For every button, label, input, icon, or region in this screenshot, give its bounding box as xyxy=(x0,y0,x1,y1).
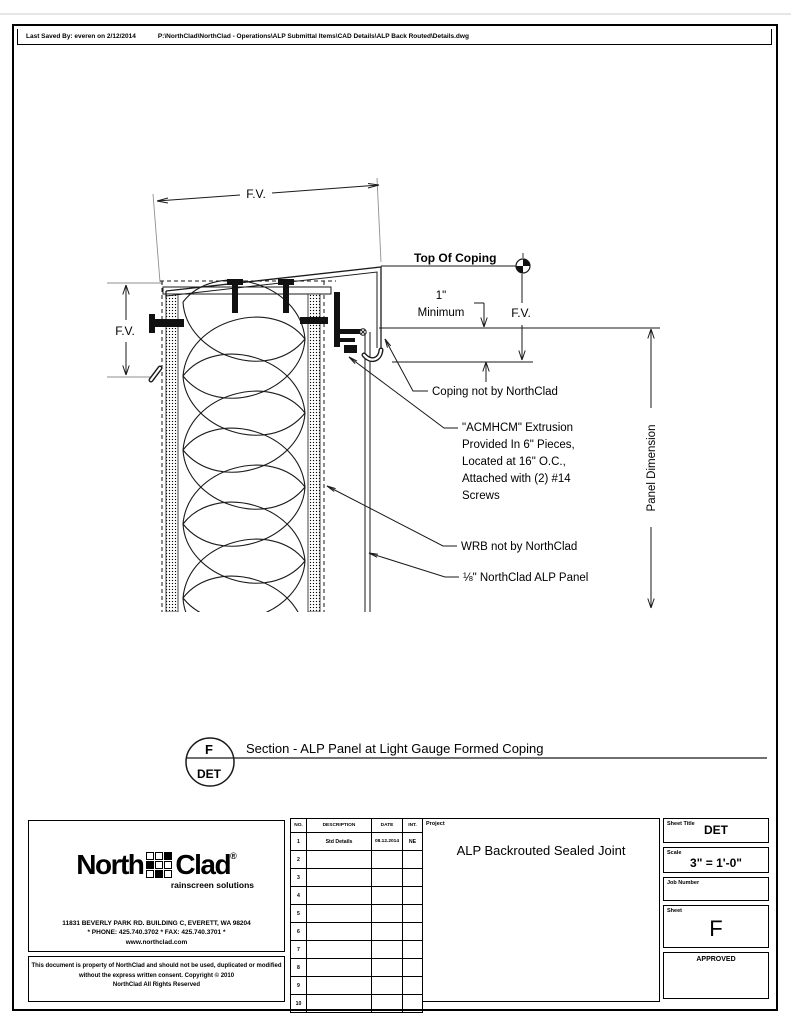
screw-head-icon xyxy=(360,329,366,335)
rev-date xyxy=(372,941,403,959)
rev-no: 1 xyxy=(291,833,307,851)
scale-value: 3" = 1'-0" xyxy=(690,856,742,870)
northclad-logo xyxy=(29,849,284,881)
rev-date xyxy=(372,923,403,941)
project-box xyxy=(422,818,660,1002)
rev-no: 10 xyxy=(291,995,307,1013)
rev-no: 8 xyxy=(291,959,307,977)
sheet-title-value: DET xyxy=(704,823,728,837)
alp-panel-lines xyxy=(365,332,370,612)
disclaimer-line: This document is property of NorthClad and should not be used, duplicated or modified xyxy=(31,963,282,969)
revision-row xyxy=(291,887,423,905)
sheet-box xyxy=(663,905,769,948)
company-address xyxy=(29,919,284,948)
rev-date xyxy=(372,977,403,995)
revision-row xyxy=(291,869,423,887)
rev-date xyxy=(372,887,403,905)
panel-dimension-label: Panel Dimension xyxy=(646,424,658,512)
revision-row xyxy=(291,905,423,923)
revision-row xyxy=(291,977,423,995)
revision-row xyxy=(291,959,423,977)
annotation-wrb: WRB not by NorthClad xyxy=(461,541,578,553)
min-dim-lines xyxy=(474,303,489,382)
disclaimer-line: NorthClad All Rights Reserved xyxy=(112,982,201,988)
datum-target-icon xyxy=(516,253,530,273)
rev-no: 3 xyxy=(291,869,307,887)
annotation-extrusion-line: "ACMHCM" Extrusion xyxy=(462,422,574,434)
address-line: www.northclad.com xyxy=(125,938,188,946)
revision-row xyxy=(291,995,423,1013)
rev-no: 5 xyxy=(291,905,307,923)
approved-box xyxy=(663,952,769,999)
disclaimer-box xyxy=(28,956,285,1002)
col-header-int: INT. xyxy=(403,819,423,833)
logo-box xyxy=(28,820,285,952)
logo-tagline: rainscreen solutions xyxy=(170,880,254,890)
job-number-box xyxy=(663,877,769,901)
extension-lines xyxy=(107,178,381,377)
min-dim-label-2: Minimum xyxy=(417,307,465,319)
scale-box xyxy=(663,847,769,873)
rev-date xyxy=(372,869,403,887)
annotation-extrusion-line: Attached with (2) #14 xyxy=(462,473,571,485)
rev-int xyxy=(403,977,423,995)
rev-int xyxy=(403,887,423,905)
rev-int xyxy=(403,851,423,869)
rev-description xyxy=(307,995,372,1013)
section-title: Section - ALP Panel at Light Gauge Formed Coping xyxy=(246,741,544,756)
rev-description xyxy=(307,977,372,995)
sheet-label: Sheet xyxy=(667,908,682,914)
revision-row xyxy=(291,941,423,959)
rev-int xyxy=(403,995,423,1013)
revision-row xyxy=(291,833,423,851)
rev-int xyxy=(403,905,423,923)
approved-label: APPROVED xyxy=(696,956,736,963)
rev-date xyxy=(372,905,403,923)
revision-row xyxy=(291,923,423,941)
logo-north-text: North xyxy=(76,849,144,880)
revision-header-row xyxy=(291,819,423,833)
rev-no: 2 xyxy=(291,851,307,869)
sheet-value: F xyxy=(709,916,723,941)
min-dim-label-1: 1" xyxy=(435,290,447,302)
project-label: Project xyxy=(426,821,445,827)
annotation-coping: Coping not by NorthClad xyxy=(432,386,558,398)
disclaimer-text xyxy=(29,957,284,991)
rev-description xyxy=(307,923,372,941)
dim-fv-right-label: F.V. xyxy=(511,306,531,320)
rev-int xyxy=(403,923,423,941)
revision-row xyxy=(291,851,423,869)
rev-int xyxy=(403,941,423,959)
stud-left xyxy=(166,294,178,612)
annotation-extrusion-line: Provided In 6" Pieces, xyxy=(462,439,575,451)
rev-description: Std Details xyxy=(307,833,372,851)
batt-insulation xyxy=(183,280,305,657)
disclaimer-line: without the express written consent. Copyright © 2010 xyxy=(78,972,235,979)
col-header-date: DATE xyxy=(372,819,403,833)
annotation-extrusion-line: Screws xyxy=(462,490,500,502)
section-marker-letter: F xyxy=(205,742,213,757)
stud-right xyxy=(308,294,320,612)
sheet-title-box xyxy=(663,818,769,843)
leader-lines xyxy=(327,339,459,577)
revision-table xyxy=(290,818,418,1007)
rev-description xyxy=(307,887,372,905)
logo-clad-text: Clad xyxy=(175,849,231,880)
rev-no: 7 xyxy=(291,941,307,959)
scale-label: Scale xyxy=(667,850,682,856)
rev-no: 4 xyxy=(291,887,307,905)
col-header-description: DESCRIPTION xyxy=(307,819,372,833)
address-line: 11831 BEVERLY PARK RD. BUILDING C, EVERETT, WA 98204 xyxy=(62,919,251,927)
rev-int xyxy=(403,869,423,887)
top-of-coping-label: Top Of Coping xyxy=(414,251,497,265)
sheet-title-label: Sheet Title xyxy=(667,821,695,827)
rev-description xyxy=(307,905,372,923)
rev-description xyxy=(307,959,372,977)
logo-grid-icon xyxy=(146,852,172,878)
rev-description xyxy=(307,851,372,869)
dim-fv-top xyxy=(157,184,379,204)
project-title: ALP Backrouted Sealed Joint xyxy=(456,843,626,858)
col-header-no: NO. xyxy=(291,819,307,833)
file-path-text: P:\NorthClad\NorthClad - Operations\ALP Submittal Items\CAD Details\ALP Back Routed\Details.dwg xyxy=(157,33,469,40)
rev-no: 9 xyxy=(291,977,307,995)
section-marker-sheet: DET xyxy=(197,767,221,781)
annotation-extrusion-line: Located at 16" O.C., xyxy=(462,456,566,468)
rev-date: 08.12.2014 xyxy=(372,833,403,851)
rev-date xyxy=(372,959,403,977)
rev-date xyxy=(372,851,403,869)
registered-mark: ® xyxy=(230,851,237,861)
dim-fv-top-label: F.V. xyxy=(246,187,266,201)
rev-int xyxy=(403,959,423,977)
address-line: * PHONE: 425.740.3702 * FAX: 425.740.3701 * xyxy=(87,929,226,936)
job-number-label: Job Number xyxy=(667,880,700,886)
last-saved-text: Last Saved By: everen on 2/12/2014 xyxy=(26,33,136,40)
rev-description xyxy=(307,941,372,959)
annotation-panel: ⅛" NorthClad ALP Panel xyxy=(463,572,589,584)
rev-int: NE xyxy=(403,833,423,851)
rev-description xyxy=(307,869,372,887)
rev-date xyxy=(372,995,403,1013)
dim-fv-left-label: F.V. xyxy=(115,324,135,338)
rev-no: 6 xyxy=(291,923,307,941)
